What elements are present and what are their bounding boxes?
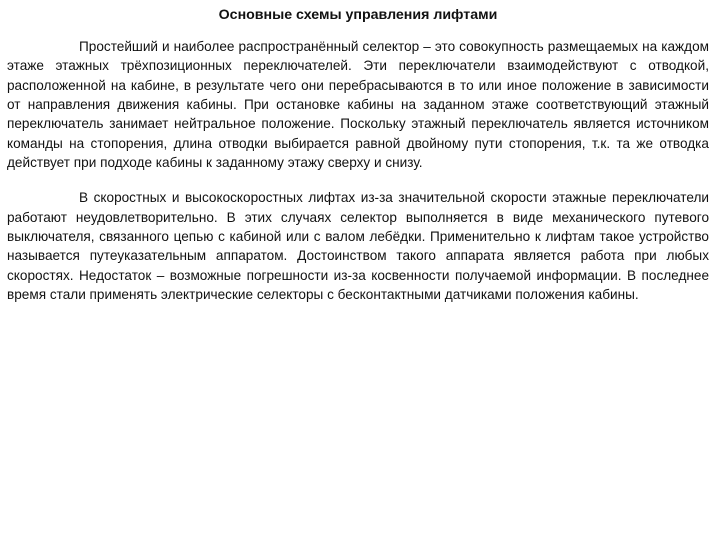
paragraph-selector-basics: Простейший и наиболее распространённый селектор – это совокупность размещаемых на каждом этаже этажных трёхпозиционных переключателей. Эти переключатели взаимодействуют с отводкой, расположенной на кабине, в результате чего они перебрасываются в то или иное положение в зависимости от направления движения кабины. При остановке кабины на заданном этаже соответствующий этажный переключатель занимает нейтральное положение. Поскольку этажный переключатель является источником команды на стопорения, длина отводки выбирается равной двойному пути стопорения, т.к. та же отводка действует при подходе кабины к заданному этажу сверху и снизу. <box>7 39 709 171</box>
document-title: Основные схемы управления лифтами <box>218 7 498 23</box>
document-page <box>7 0 709 540</box>
paragraph-high-speed-selectors: В скоростных и высокоскоростных лифтах из-за значительной скорости этажные переключатели работают неудовлетворительно. В этих случаях селектор выполняется в виде механического путевого выключателя, связанного цепью с кабиной или с валом лебёдки. Применительно к лифтам такое устройство называется путеуказательным аппаратом. Достоинством такого аппарата является работа при любых скоростях. Недостаток – возможные погрешности из-за косвенности получаемой информации. В последнее время стали применять электрические селекторы с бесконтактными датчиками положения кабины. <box>7 190 709 303</box>
